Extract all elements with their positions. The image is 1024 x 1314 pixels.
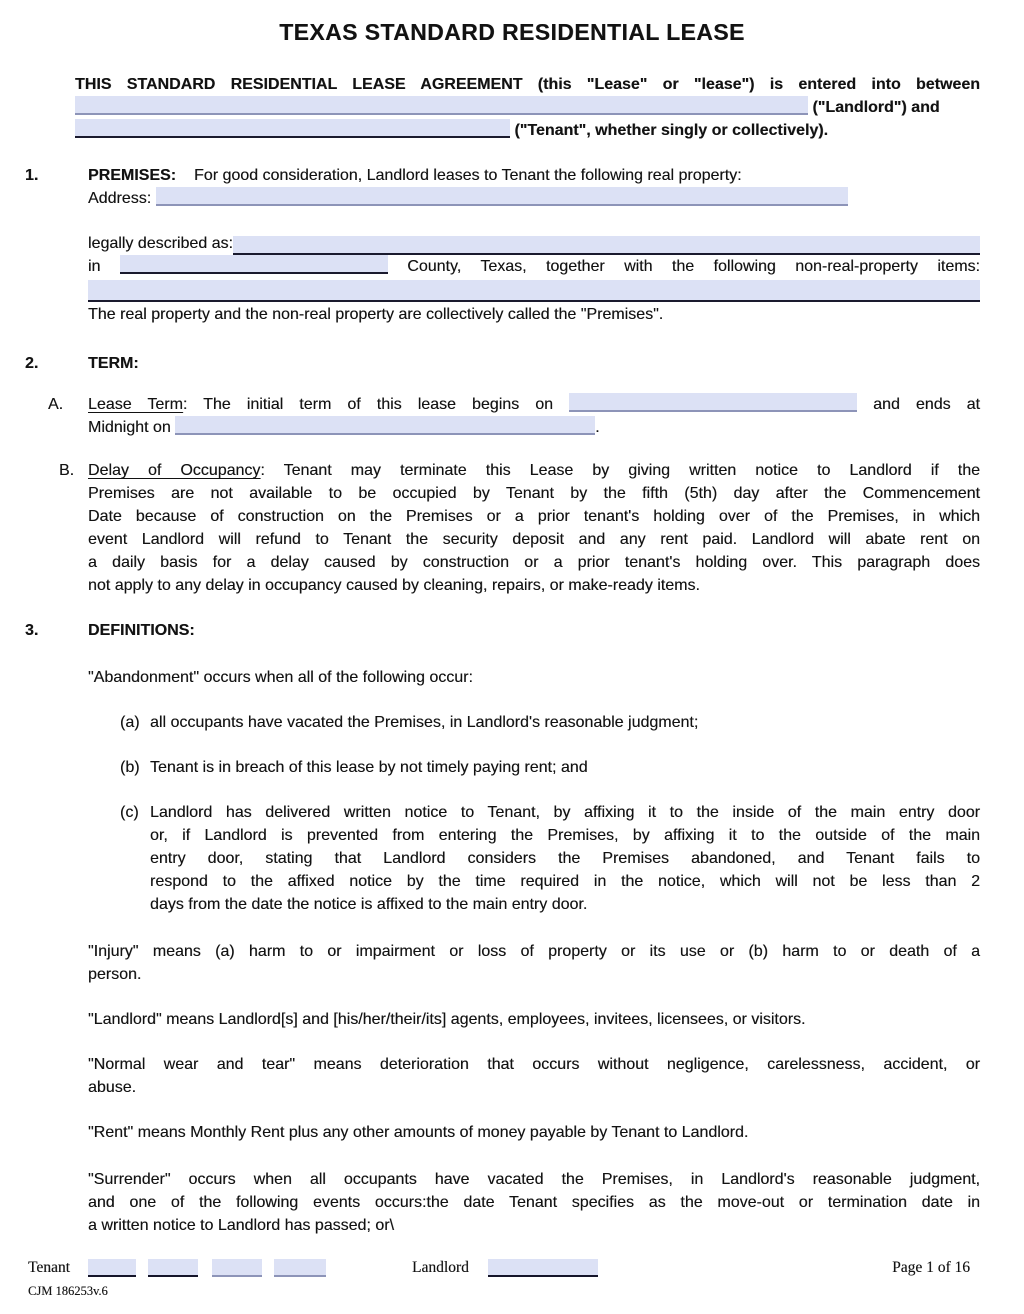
intro-tenant-suffix: ("Tenant", whether singly or collectively). (514, 122, 829, 139)
rent-line1: "Rent" means Monthly Rent plus any other amounts of money payable by Tenant to Landlord. (88, 1124, 749, 1141)
injury-line1: "Injury" means (a) harm to or impairment or loss of property or its use or (b) harm to or death of a (88, 943, 980, 960)
item-a-marker: (a) (120, 714, 140, 731)
tenant-initials-field-2[interactable] (148, 1259, 198, 1277)
county-text: County, Texas, together with the following non-real-property items: (407, 258, 980, 275)
lease-term-lead: Lease Term (88, 396, 183, 413)
section-2-number: 2. (25, 355, 39, 372)
tenant-initials-field-3[interactable] (212, 1259, 262, 1277)
delay-occupancy-line4: event Landlord will refund to Tenant the security deposit and any rent paid. Landlord will abate rent on (88, 531, 980, 548)
item-c-line2: or, if Landlord is prevented from entering the Premises, by affixing it to the outside of the main (150, 827, 980, 844)
footer-landlord-label: Landlord (412, 1259, 469, 1276)
item-c-line1: Landlord has delivered written notice to Tenant, by affixing it to the inside of the main entry door (150, 804, 980, 821)
premises-collective-text: The real property and the non-real property are collectively called the "Premises". (88, 306, 664, 323)
surrender-line2: and one of the following events occurs:the date Tenant specifies as the move-out or termination date in (88, 1194, 980, 1211)
section-3-number: 3. (25, 622, 39, 639)
non-real-property-items-field[interactable] (88, 280, 980, 302)
normal-wear-definition (88, 1053, 980, 1099)
lease-term-period: . (595, 419, 600, 436)
term-heading: TERM: (88, 355, 139, 372)
document-title: TEXAS STANDARD RESIDENTIAL LEASE (279, 19, 745, 45)
wear-line2: abuse. (88, 1079, 137, 1096)
item-c-line3: entry door, stating that Landlord considers the Premises abandoned, and Tenant fails to (150, 850, 980, 867)
delay-occupancy-line2: Premises are not available to be occupied by Tenant by the fifth (5th) day after the Commencement (88, 485, 980, 502)
county-field[interactable] (120, 255, 388, 274)
item-c-line5: days from the date the notice is affixed to the main entry door. (150, 896, 588, 913)
lease-term-text-end: and ends at (873, 396, 980, 413)
landlord-definition (88, 1008, 980, 1031)
clause-b-label: B. (59, 462, 75, 479)
section-term (25, 352, 980, 375)
surrender-definition (88, 1168, 980, 1237)
delay-occupancy-line6: not apply to any delay in occupancy caused by cleaning, repairs, or make-ready items. (88, 577, 700, 594)
premises-heading-text: For good consideration, Landlord leases to Tenant the following real property: (194, 167, 742, 184)
item-c-marker: (c) (120, 804, 139, 821)
item-a-text: all occupants have vacated the Premises, in Landlord's reasonable judgment; (150, 714, 699, 731)
address-label: Address: (88, 190, 152, 207)
rent-definition (88, 1121, 980, 1144)
section-definitions (25, 619, 980, 642)
delay-occupancy-line5: a daily basis for a delay caused by construction or a prior tenant's holding over. This paragraph does (88, 554, 980, 571)
injury-definition (88, 940, 980, 986)
injury-line2: person. (88, 966, 142, 983)
tenant-initials-field-4[interactable] (274, 1259, 326, 1277)
item-c-line4: respond to the affixed notice by the time required in the notice, which will not be less than 2 (150, 873, 980, 890)
intro-paragraph (75, 73, 980, 142)
premises-heading: PREMISES: (88, 167, 177, 184)
section-1-number: 1. (25, 167, 39, 184)
clause-a-label: A. (48, 396, 64, 413)
delay-occupancy-lead: Delay of Occupancy (88, 462, 261, 479)
abandonment-definition (88, 666, 980, 689)
property-address-field[interactable] (156, 187, 848, 206)
landlord-name-field[interactable] (75, 96, 808, 115)
abandonment-item-b (120, 756, 980, 779)
item-b-text: Tenant is in breach of this lease by not timely paying rent; and (150, 759, 588, 776)
delay-occupancy-line1: : Tenant may terminate this Lease by giving written notice to Landlord if the (260, 462, 980, 479)
page-footer (0, 1258, 1024, 1284)
legally-described-label: legally described as: (88, 235, 233, 252)
lease-term-text: : The initial term of this lease begins on (182, 396, 554, 413)
delay-of-occupancy-clause (59, 459, 980, 597)
wear-line1: "Normal wear and tear" means deterioration that occurs without negligence, carelessness, accident, or (88, 1056, 980, 1073)
in-label: in (88, 258, 101, 275)
surrender-line3: a written notice to Landlord has passed; or\ (88, 1217, 394, 1234)
abandonment-item-a (120, 711, 980, 734)
intro-landlord-suffix: ("Landlord") and (812, 99, 940, 116)
midnight-on-text: Midnight on (88, 419, 171, 436)
abandonment-intro: "Abandonment" occurs when all of the following occur: (88, 669, 473, 686)
lease-begin-date-field[interactable] (569, 393, 857, 412)
delay-occupancy-line3: Date because of construction on the Premises or a prior tenant's holding over of the Premises, in which (88, 508, 980, 525)
document-reference: CJM 186253v.6 (28, 1284, 108, 1298)
surrender-line1: "Surrender" occurs when all occupants have vacated the Premises, in Landlord's reasonable judgment, (88, 1171, 980, 1188)
footer-tenant-label: Tenant (28, 1259, 70, 1276)
landlord-initials-field[interactable] (488, 1259, 598, 1277)
legal-description-field[interactable] (233, 236, 980, 255)
intro-line1: THIS STANDARD RESIDENTIAL LEASE AGREEMENT (this "Lease" or "lease") is entered into between (75, 76, 980, 93)
page-number: Page 1 of 16 (892, 1259, 970, 1276)
lease-term-clause (48, 393, 980, 439)
tenant-name-field[interactable] (75, 119, 510, 138)
definitions-heading: DEFINITIONS: (88, 622, 195, 639)
abandonment-item-c (120, 801, 980, 916)
lease-end-date-field[interactable] (175, 416, 595, 435)
section-premises (25, 164, 980, 326)
landlord-def-line1: "Landlord" means Landlord[s] and [his/her/their/its] agents, employees, invitees, licensees, or visitors. (88, 1011, 806, 1028)
tenant-initials-field-1[interactable] (88, 1259, 136, 1277)
item-b-marker: (b) (120, 759, 140, 776)
